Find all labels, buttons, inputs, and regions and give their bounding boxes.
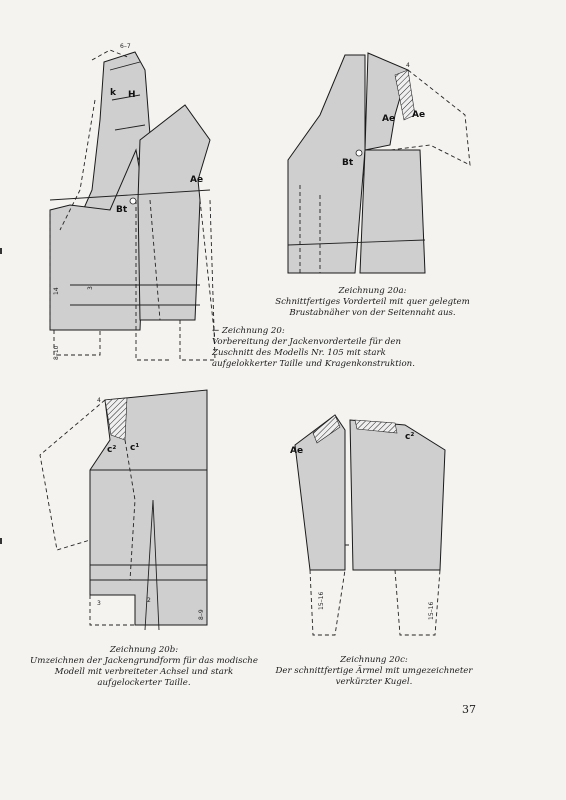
label-8-10: 8–10: [53, 345, 60, 360]
label-3-fig20a: 3: [87, 286, 94, 290]
label-2: 2: [147, 597, 151, 604]
caption-fig20b-text: Umzeichnen der Jackengrundform für das modische Modell mit verbreiteter Achsel und stark aufgelockerter Taille.: [30, 656, 258, 688]
page-number: 37: [462, 703, 476, 716]
label-Ae-fig20: Ae: [190, 175, 204, 185]
label-c1-fig20b: c¹: [130, 443, 140, 453]
label-k: k: [110, 88, 116, 98]
caption-fig20a-title: Zeichnung 20a:: [338, 286, 407, 296]
caption-fig20b: [28, 645, 260, 689]
label-Bt-fig20: Bt: [116, 205, 128, 215]
caption-fig20-title: ← Zeichnung 20:: [212, 326, 285, 336]
label-c2-fig20b: c²: [107, 445, 117, 455]
label-3-fig20b: 3: [97, 600, 101, 607]
caption-fig20c-title: Zeichnung 20c:: [340, 655, 408, 665]
label-Bt-fig20a: Bt: [342, 158, 354, 168]
caption-fig20c: [268, 655, 480, 688]
caption-fig20-text: Vorbereitung der Jackenvorderteile für den Zuschnitt des Modells Nr. 105 mit stark aufgelokkerter Taille und Kragenkonstruktion.: [212, 337, 415, 369]
caption-fig20c-text: Der schnittfertige Ärmel mit umgezeichneter verkürzter Kugel.: [275, 666, 473, 687]
figure-20a-front-panel: [280, 45, 480, 280]
label-Ae-left-fig20a: Ae: [382, 114, 396, 124]
binding-mark: [0, 538, 2, 544]
label-14: 14: [53, 287, 60, 295]
caption-fig20a-text: Schnittfertiges Vorderteil mit quer gelegtem Brustabnäher von der Seitennaht aus.: [275, 297, 470, 318]
caption-fig20b-title: Zeichnung 20b:: [109, 645, 179, 655]
label-6-7: 6–7: [120, 43, 131, 50]
figure-20b-jacket-basic-form: [35, 380, 215, 630]
binding-mark: [0, 248, 2, 254]
label-15-16-left: 15–16: [318, 591, 325, 610]
figure-20c-sleeve: [285, 405, 450, 645]
label-Ae-fig20c: Ae: [290, 446, 304, 456]
caption-fig20: [212, 326, 424, 370]
label-15-16-right: 15–16: [428, 601, 435, 620]
label-8-9: 8–9: [198, 609, 205, 620]
figure-20-jacket-front-draft: [40, 40, 240, 365]
label-Ae-right-fig20a: Ae: [412, 110, 426, 120]
label-H: H: [128, 90, 136, 100]
label-4-fig20a: 4: [406, 62, 410, 69]
caption-fig20a: [255, 286, 490, 319]
label-4-fig20b: 4: [97, 397, 101, 404]
label-c2-fig20c: c²: [405, 432, 415, 442]
